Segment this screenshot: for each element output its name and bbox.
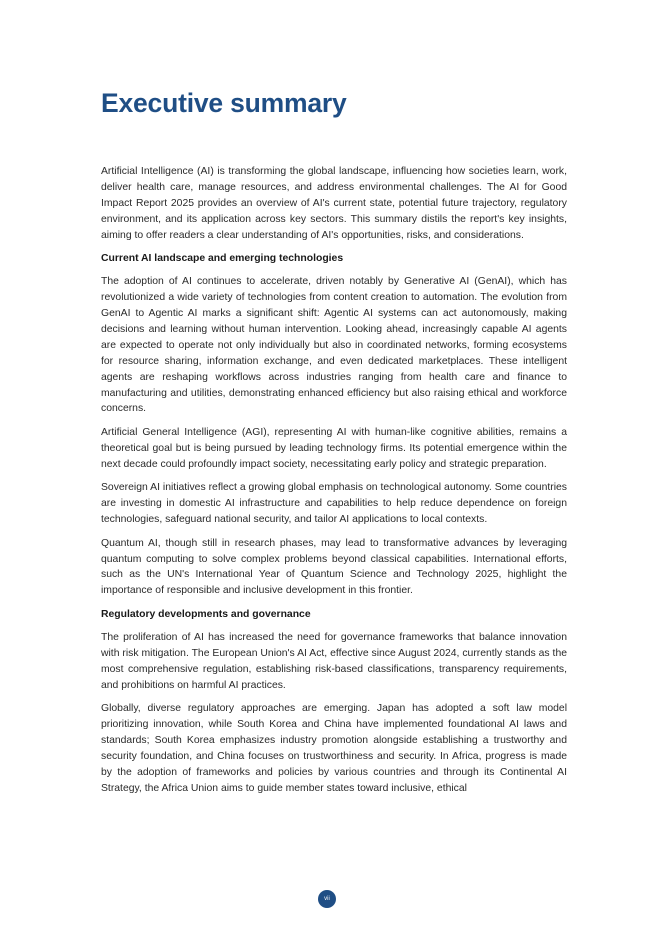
intro-paragraph: Artificial Intelligence (AI) is transforming the global landscape, influencing how societies learn, work, deliver health care, manage resources, and address environmental challenges. The AI for Good Impact Report 2025 provides an overview of AI's current state, potential future trajectory, regulatory environment, and its application across key sectors. This summary distils the report's key insights, aiming to offer readers a clear understanding of AI's opportunities, risks, and considerations. — [101, 166, 567, 241]
paragraph-eu-ai-act: The proliferation of AI has increased the need for governance frameworks that balance innovation with risk mitigation. The European Union's AI Act, effective since August 2024, currently stands as the most comprehensive regulation, establishing risk-based classifications, transparency requirements, and prohibitions on harmful AI practices. — [101, 631, 567, 691]
document-body — [101, 164, 567, 797]
paragraph-genai-agentic: The adoption of AI continues to accelerate, driven notably by Generative AI (GenAI), which has revolutionized a wide variety of technologies from content creation to automation. The evolution from GenAI to Agentic AI marks a significant shift: Agentic AI systems can act autonomously, making decisions and learning without human intervention. Looking ahead, increasingly capable AI agents are expected to operate not only individually but also in coordinated networks, forming ecosystems for resource sharing, information exchange, and even dedicated marketplaces. These intelligent agents are reshaping workflows across industries ranging from health care and finance to manufacturing and utilities, demonstrating enhanced efficiency but also raising ethical and workforce concerns. — [101, 276, 567, 415]
paragraph-sovereign-ai: Sovereign AI initiatives reflect a growing global emphasis on technological autonomy. Some countries are investing in domestic AI infrastructure and capabilities to help reduce dependence on foreign technologies, safeguard national security, and tailor AI applications to local contexts. — [101, 482, 567, 526]
section-heading-regulatory: Regulatory developments and governance — [101, 608, 311, 620]
paragraph-global-regulation: Globally, diverse regulatory approaches are emerging. Japan has adopted a soft law model prioritizing innovation, while South Korea and China have implemented foundational AI laws and standards; South Korea emphasizes industry promotion alongside establishing a trustworthy and security foundation, and China focuses on trustworthiness and security. In Africa, progress is made by the adoption of frameworks and policies by various countries and through its Continental AI Strategy, the Africa Union aims to guide member states toward inclusive, ethical — [101, 703, 567, 794]
section-heading-ai-landscape: Current AI landscape and emerging technologies — [101, 253, 344, 265]
page-title: Executive summary — [101, 88, 347, 118]
paragraph-agi: Artificial General Intelligence (AGI), representing AI with human-like cognitive abilities, remains a theoretical goal but is being pursued by leading technology firms. Its potential emergence within the next decade could profoundly impact society, necessitating early policy and strategic preparation. — [101, 426, 567, 470]
page-number-badge: vii — [318, 890, 336, 908]
paragraph-quantum-ai: Quantum AI, though still in research phases, may lead to transformative advances by leveraging quantum computing to solve complex problems beyond classical capabilities. International efforts, such as the UN's International Year of Quantum Science and Technology 2025, highlight the importance of responsible and inclusive development in this frontier. — [101, 537, 567, 597]
